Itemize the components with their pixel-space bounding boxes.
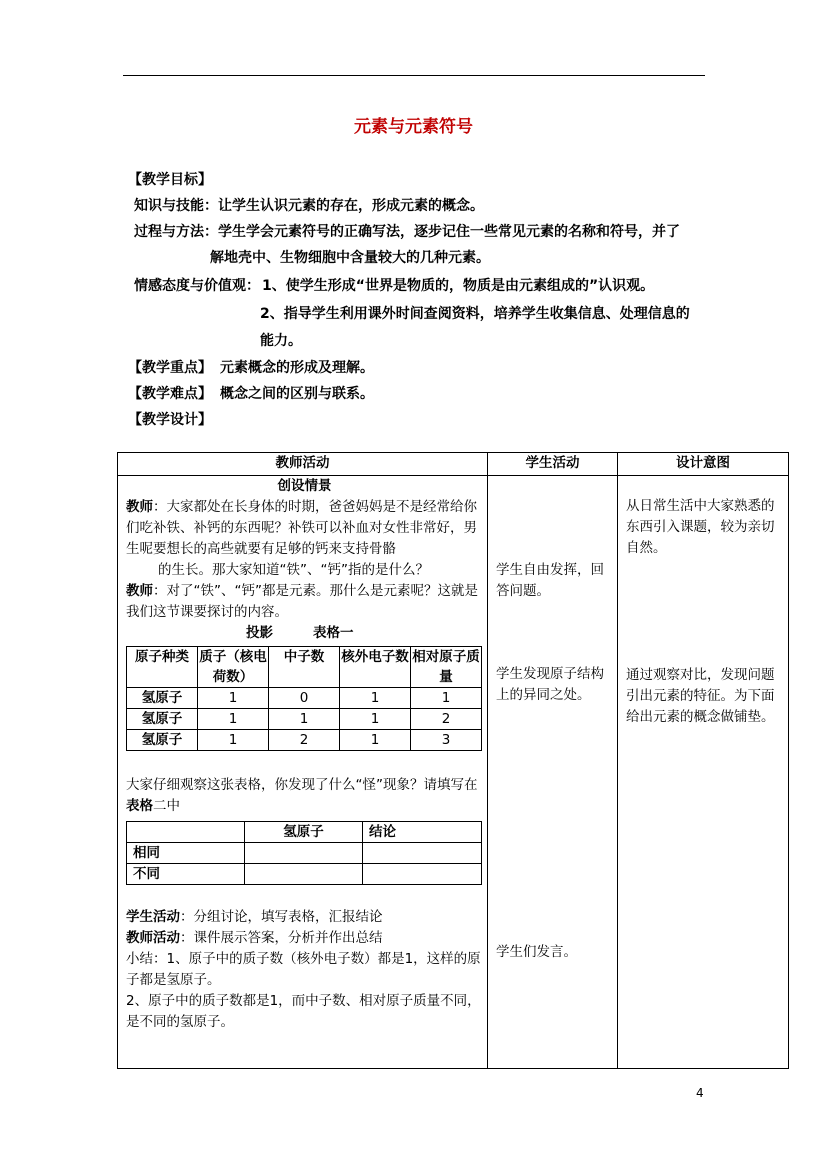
design-note-2: 通过观察对比，发现问题引出元素的特征。为下面给出元素的概念做铺垫。 — [626, 667, 775, 725]
table-row: 氢原子 1 0 1 1 — [127, 688, 482, 709]
table-row: 氢原子 1 2 1 3 — [127, 730, 482, 751]
table-row: 相同 — [127, 843, 482, 864]
teacher-activity-line: 教师活动：课件展示答案，分析并作出总结 — [126, 930, 383, 946]
page-number: 4 — [696, 1086, 704, 1100]
emotion-line-1: 1、使学生形成“世界是物质的，物质是由元素组成的”认识观。 — [262, 278, 655, 294]
key-text: 元素概念的形成及理解。 — [220, 360, 374, 376]
teacher-activity-cell — [118, 476, 488, 1069]
student-activity-line: 学生活动：分组讨论，填写表格，汇报结论 — [126, 909, 383, 925]
teacher-label: 教师 — [126, 499, 153, 515]
atom-table — [126, 646, 482, 751]
lesson-table-header — [118, 453, 789, 476]
difficulty-label: 【教学难点】 — [128, 386, 212, 402]
header-design: 设计意图 — [618, 453, 789, 476]
atom-table-header: 原子种类 质子（核电荷数） 中子数 核外电子数 相对原子质量 — [127, 647, 482, 688]
projection-caption: 投影 表格一 — [246, 625, 354, 641]
comparison-table — [126, 821, 482, 885]
process-line-1: 过程与方法：学生学会元素符号的正确写法，逐步记住一些常见元素的名称和符号，并了 — [134, 224, 680, 240]
knowledge-line: 知识与技能：让学生认识元素的存在，形成元素的概念。 — [134, 198, 484, 214]
difficulty-text: 概念之间的区别与联系。 — [220, 386, 374, 402]
design-intent-cell — [618, 476, 789, 1069]
emotion-line-2: 2、指导学生利用课外时间查阅资料，培养学生收集信息、处理信息的 — [260, 306, 690, 322]
student-note-1: 学生自由发挥，回答问题。 — [496, 562, 604, 599]
design-note-1: 从日常生活中大家熟悉的东西引入课题，较为亲切自然。 — [626, 498, 775, 556]
teacher-paragraph-2: 教师：对了“铁”、“钙”都是元素。那什么是元素呢？这就是我们这节课要探讨的内容。 — [126, 583, 478, 620]
section-title: 创设情景 — [277, 478, 332, 494]
lesson-table — [117, 452, 789, 1069]
teacher-paragraph-1: 教师：大家都处在长身体的时期，爸爸妈妈是不是经常给你们吃补铁、补钙的东西呢？补铁可以补血对女性非常好，男生呢要想长的高些就要有足够的钙来支持骨骼 — [126, 499, 477, 557]
objectives-label: 【教学目标】 — [128, 172, 212, 188]
emotion-label: 情感态度与价值观： — [134, 278, 260, 294]
header-rule — [123, 75, 705, 76]
header-student: 学生活动 — [488, 453, 618, 476]
table-row: 氢原子 1 1 1 2 — [127, 709, 482, 730]
comparison-table-header: 氢原子 结论 — [127, 822, 482, 843]
design-label: 【教学设计】 — [128, 412, 212, 428]
emotion-line-3: 能力。 — [260, 333, 302, 349]
process-line-2: 解地壳中、生物细胞中含量较大的几种元素。 — [210, 250, 490, 266]
summary-2: 2、原子中的质子数都是1，而中子数、相对原子质量不同，是不同的氢原子。 — [126, 993, 481, 1030]
header-teacher: 教师活动 — [118, 453, 488, 476]
page-title: 元素与元素符号 — [354, 117, 473, 137]
student-activity-cell — [488, 476, 618, 1069]
student-note-3: 学生们发言。 — [496, 944, 577, 960]
key-label: 【教学重点】 — [128, 360, 212, 376]
student-note-2: 学生发现原子结构上的异同之处。 — [496, 666, 604, 703]
table-row: 不同 — [127, 864, 482, 885]
teacher-paragraph-1b: 的生长。那大家知道“铁”、“钙”指的是什么？ — [158, 562, 429, 578]
observe-paragraph: 大家仔细观察这张表格，你发现了什么“怪”现象？请填写在表格二中 — [126, 777, 478, 814]
teacher-label: 教师 — [126, 583, 153, 599]
summary-1: 小结：1、原子中的质子数（核外电子数）都是1，这样的原子都是氢原子。 — [126, 951, 481, 988]
